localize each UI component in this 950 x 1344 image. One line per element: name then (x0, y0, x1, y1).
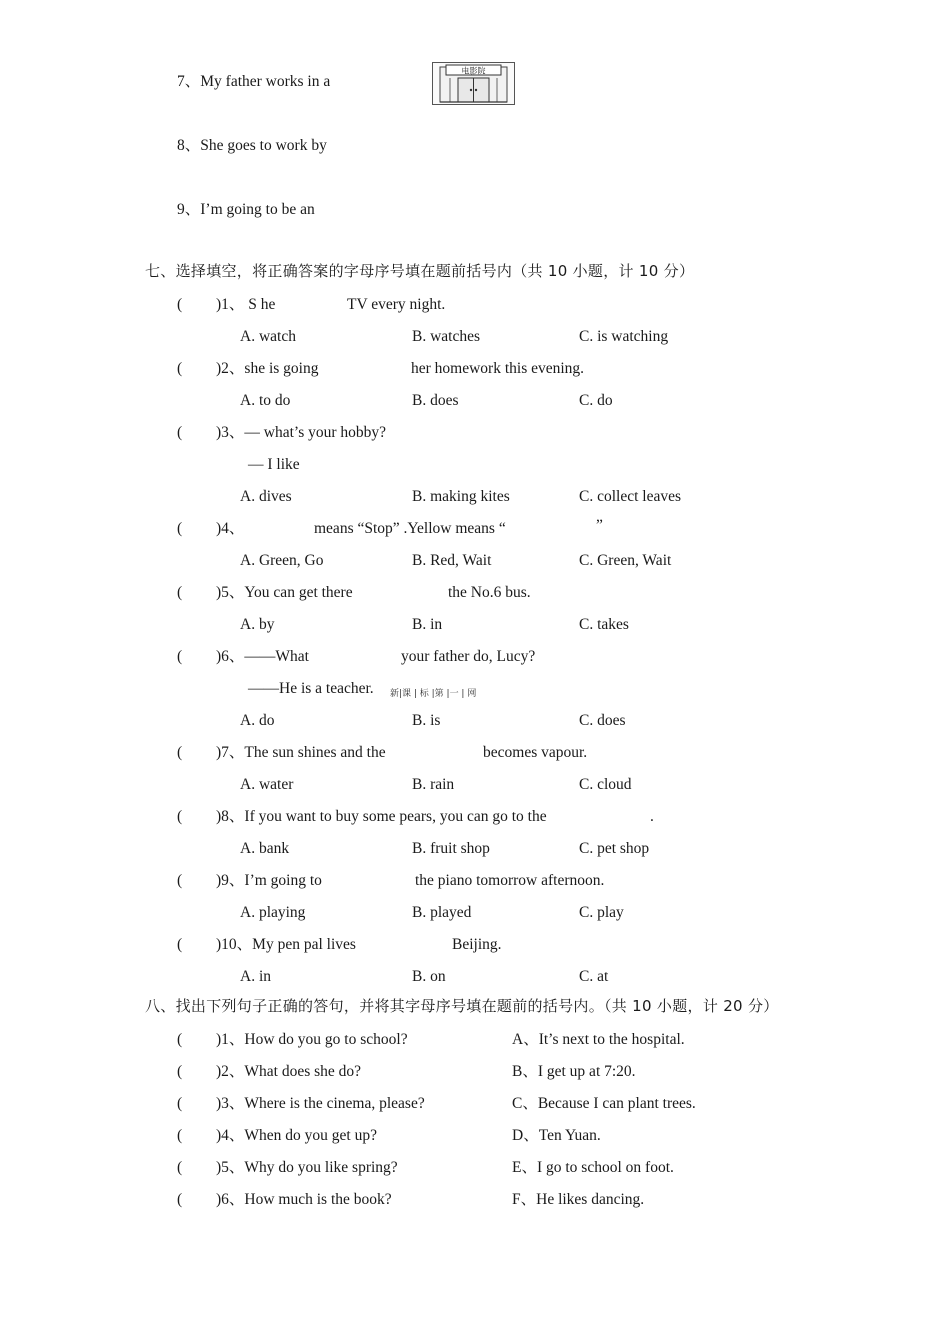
question-4-mid: means “Stop” .Yellow means “ (314, 520, 506, 537)
option-a: A. to do (240, 392, 291, 409)
option-b: B. Red, Wait (412, 552, 492, 569)
question-8: )8、If you want to buy some pears, you can go to the (216, 808, 547, 825)
answer-paren: ( (177, 744, 183, 761)
question-5-rest: the No.6 bus. (448, 584, 531, 601)
answer-paren: ( (177, 360, 183, 377)
option-a: A. watch (240, 328, 296, 345)
answer-paren: ( (177, 296, 183, 313)
answer-paren: ( (177, 872, 183, 889)
question-9: )9、I’m going to (216, 872, 322, 889)
question-6: )6、——What (216, 648, 309, 665)
question-4-end: ” (596, 517, 603, 534)
match-question-6: )6、How much is the book? (216, 1191, 392, 1208)
match-question-3: )3、Where is the cinema, please? (216, 1095, 425, 1112)
match-question-5: )5、Why do you like spring? (216, 1159, 398, 1176)
question-8-rest: . (650, 808, 654, 825)
match-question-4: )4、When do you get up? (216, 1127, 377, 1144)
question-2-rest: her homework this evening. (411, 360, 585, 377)
option-c: C. pet shop (579, 840, 650, 857)
question-4: )4、 (216, 520, 245, 537)
option-a: A. water (240, 776, 294, 793)
option-c: C. does (579, 712, 626, 729)
svg-text:电影院: 电影院 (461, 66, 486, 76)
option-b: B. in (412, 616, 443, 633)
match-answer-f: F、He likes dancing. (512, 1191, 645, 1208)
question-1-rest: TV every night. (347, 296, 446, 313)
cinema-building-icon (432, 62, 515, 105)
fill-in-item-9: 9、I’m going to be an (177, 201, 315, 218)
option-b: B. fruit shop (412, 840, 490, 857)
question-6-line-2: ——He is a teacher. (248, 680, 374, 697)
question-9-rest: the piano tomorrow afternoon. (415, 872, 605, 889)
answer-paren: ( (177, 1063, 183, 1080)
answer-paren: ( (177, 1127, 183, 1144)
option-b: B. watches (412, 328, 481, 345)
match-question-2: )2、What does she do? (216, 1063, 362, 1080)
match-question-1: )1、How do you go to school? (216, 1031, 408, 1048)
match-answer-e: E、I go to school on foot. (512, 1159, 674, 1176)
option-a: A. by (240, 616, 275, 633)
fill-in-item-7: 7、My father works in a (177, 73, 331, 90)
option-a: A. playing (240, 904, 306, 921)
question-3: )3、— what’s your hobby? (216, 424, 387, 441)
question-2: )2、she is going (216, 360, 319, 377)
watermark: 新|课 | 标 |第 |一 | 网 (390, 689, 477, 699)
option-b: B. does (412, 392, 459, 409)
option-a: A. bank (240, 840, 290, 857)
question-10: )10、My pen pal lives (216, 936, 356, 953)
answer-paren: ( (177, 424, 183, 441)
question-10-rest: Beijing. (452, 936, 502, 953)
answer-paren: ( (177, 1191, 183, 1208)
match-answer-a: A、It’s next to the hospital. (512, 1031, 685, 1048)
answer-paren: ( (177, 936, 183, 953)
option-a: A. dives (240, 488, 292, 505)
option-c: C. do (579, 392, 613, 409)
option-c: C. Green, Wait (579, 552, 672, 569)
option-c: C. is watching (579, 328, 669, 345)
answer-paren: ( (177, 520, 183, 537)
option-b: B. is (412, 712, 441, 729)
option-a: A. in (240, 968, 271, 985)
answer-paren: ( (177, 1095, 183, 1112)
section-7-title: 七、选择填空，将正确答案的字母序号填在题前括号内（共 10 小题，计 10 分） (145, 262, 695, 280)
option-a: A. Green, Go (240, 552, 324, 569)
fill-in-item-8: 8、She goes to work by (177, 137, 327, 154)
option-c: C. collect leaves (579, 488, 681, 505)
option-c: C. play (579, 904, 624, 921)
question-3-line-2: — I like (248, 456, 300, 473)
question-6-rest: your father do, Lucy? (401, 648, 536, 665)
match-answer-d: D、Ten Yuan. (512, 1127, 601, 1144)
question-5: )5、You can get there (216, 584, 353, 601)
option-b: B. rain (412, 776, 455, 793)
question-7-rest: becomes vapour. (483, 744, 588, 761)
option-a: A. do (240, 712, 275, 729)
answer-paren: ( (177, 648, 183, 665)
option-c: C. at (579, 968, 609, 985)
option-c: C. cloud (579, 776, 632, 793)
answer-paren: ( (177, 808, 183, 825)
answer-paren: ( (177, 1159, 183, 1176)
answer-paren: ( (177, 584, 183, 601)
option-b: B. played (412, 904, 472, 921)
section-8-title: 八、找出下列句子正确的答句，并将其字母序号填在题前的括号内。（共 10 小题，计 20 分） (145, 997, 779, 1015)
option-b: B. on (412, 968, 446, 985)
option-b: B. making kites (412, 488, 510, 505)
match-answer-c: C、Because I can plant trees. (512, 1095, 696, 1112)
question-7: )7、The sun shines and the (216, 744, 386, 761)
option-c: C. takes (579, 616, 629, 633)
match-answer-b: B、I get up at 7:20. (512, 1063, 636, 1080)
question-1: )1、 S he (216, 296, 276, 313)
answer-paren: ( (177, 1031, 183, 1048)
